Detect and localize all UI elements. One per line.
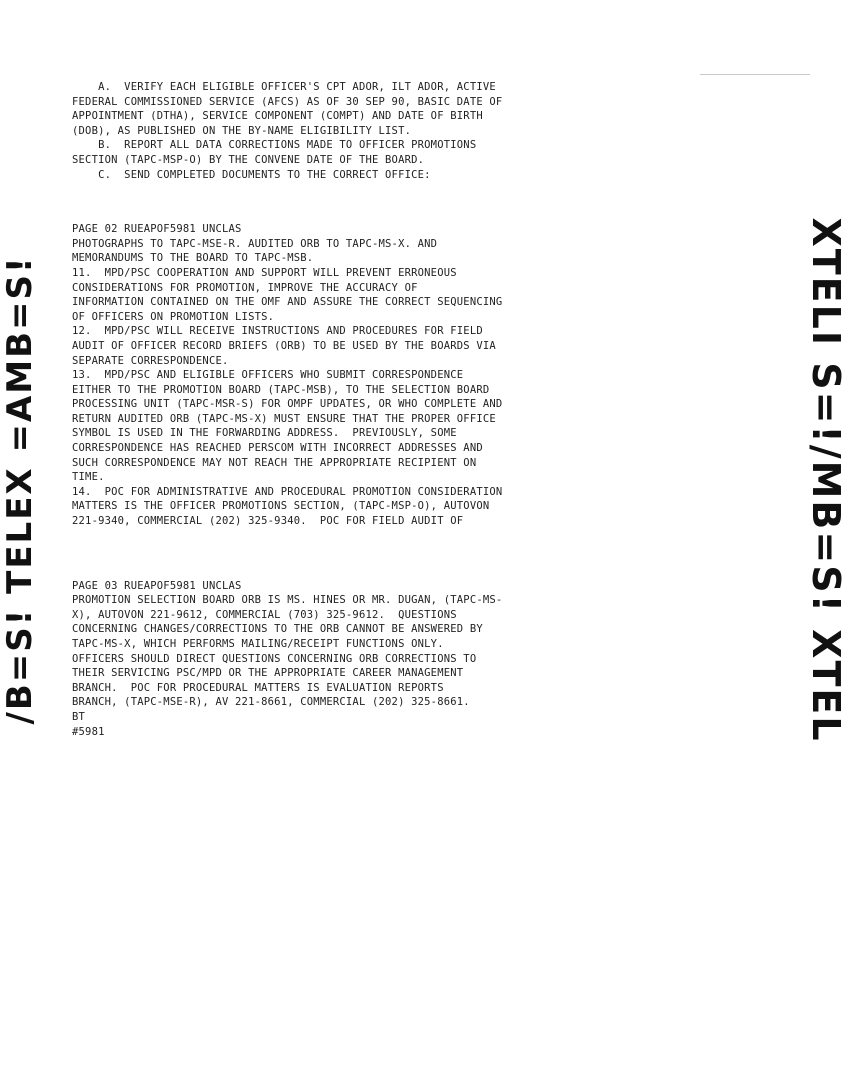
section-page-02 [72,222,662,528]
text-line: RETURN AUDITED ORB (TAPC-MS-X) MUST ENSURE THAT THE PROPER OFFICE [72,412,496,425]
text-line: AUDIT OF OFFICER RECORD BRIEFS (ORB) TO BE USED BY THE BOARDS VIA [72,339,496,352]
text-line: TAPC-MS-X, WHICH PERFORMS MAILING/RECEIPT FUNCTIONS ONLY. [72,638,444,650]
text-line: 11. MPD/PSC COOPERATION AND SUPPORT WILL PREVENT ERRONEOUS [72,266,457,279]
text-line: 12. MPD/PSC WILL RECEIVE INSTRUCTIONS AND PROCEDURES FOR FIELD [72,325,483,338]
left-banner-text: /B=S! TELEX =AMB=S! [0,255,40,725]
text-line: CONSIDERATIONS FOR PROMOTION, IMPROVE THE ACCURACY OF [72,281,418,294]
text-line: BT [72,710,86,723]
text-line: 221-9340, COMMERCIAL (202) 325-9340. POC FOR FIELD AUDIT OF [72,515,464,528]
right-banner-text: XTELI S=!/MB=S! XTEL [804,217,848,743]
text-line: SEPARATE CORRESPONDENCE. [72,354,229,367]
section-spacer [72,182,662,222]
text-line: APPOINTMENT (DTHA), SERVICE COMPONENT (COMPT) AND DATE OF BIRTH [72,110,483,123]
top-right-hairline [700,74,810,75]
text-line: MEMORANDUMS TO THE BOARD TO TAPC-MSB. [72,252,314,265]
left-telex-banner [0,80,40,900]
text-line: X), AUTOVON 221-9612, COMMERCIAL (703) 325-9612. QUESTIONS [72,608,457,621]
text-line: SUCH CORRESPONDENCE MAY NOT REACH THE APPROPRIATE RECIPIENT ON [72,456,477,469]
text-line: #5981 [72,725,105,738]
text-line: PAGE 03 RUEAPOF5981 UNCLAS [72,579,242,592]
section-spacer [72,529,662,579]
text-line: OFFICERS SHOULD DIRECT QUESTIONS CONCERNING ORB CORRECTIONS TO [72,652,477,665]
message-body [72,80,662,739]
text-line: (DOB), AS PUBLISHED ON THE BY-NAME ELIGIBILITY LIST. [72,124,412,137]
text-line: 13. MPD/PSC AND ELIGIBLE OFFICERS WHO SUBMIT CORRESPONDENCE [72,369,464,382]
text-line: INFORMATION CONTAINED ON THE OMF AND ASSURE THE CORRECT SEQUENCING [72,296,503,309]
text-line: A. VERIFY EACH ELIGIBLE OFFICER'S CPT ADOR, ILT ADOR, ACTIVE [72,81,496,93]
text-line: PROCESSING UNIT (TAPC-MSR-S) FOR OMPF UPDATES, OR WHO COMPLETE AND [72,398,503,411]
text-line: 14. POC FOR ADMINISTRATIVE AND PROCEDURAL PROMOTION CONSIDERATION [72,485,503,498]
section-verify-items [72,80,662,182]
text-line: PHOTOGRAPHS TO TAPC-MSE-R. AUDITED ORB TO TAPC-MS-X. AND [72,237,438,250]
section-page-03 [72,579,662,740]
text-line: C. SEND COMPLETED DOCUMENTS TO THE CORRECT OFFICE: [72,168,431,181]
text-line: FEDERAL COMMISSIONED SERVICE (AFCS) AS OF 30 SEP 90, BASIC DATE OF [72,95,503,108]
right-telex-banner [802,70,850,890]
text-line: MATTERS IS THE OFFICER PROMOTIONS SECTION, (TAPC-MSP-O), AUTOVON [72,500,490,513]
text-line: B. REPORT ALL DATA CORRECTIONS MADE TO OFFICER PROMOTIONS [72,139,477,152]
text-line: CONCERNING CHANGES/CORRECTIONS TO THE ORB CANNOT BE ANSWERED BY [72,623,483,636]
text-line: BRANCH. POC FOR PROCEDURAL MATTERS IS EVALUATION REPORTS [72,681,444,694]
text-line: OF OFFICERS ON PROMOTION LISTS. [72,310,275,323]
text-line: CORRESPONDENCE HAS REACHED PERSCOM WITH INCORRECT ADDRESSES AND [72,442,483,455]
text-line: SECTION (TAPC-MSP-O) BY THE CONVENE DATE OF THE BOARD. [72,153,425,166]
text-line: PAGE 02 RUEAPOF5981 UNCLAS [72,223,242,236]
text-line: EITHER TO THE PROMOTION BOARD (TAPC-MSB), TO THE SELECTION BOARD [72,383,490,396]
text-line: BRANCH, (TAPC-MSE-R), AV 221-8661, COMMERCIAL (202) 325-8661. [72,696,470,709]
text-line: PROMOTION SELECTION BOARD ORB IS MS. HINES OR MR. DUGAN, (TAPC-MS- [72,594,503,607]
text-line: SYMBOL IS USED IN THE FORWARDING ADDRESS. PREVIOUSLY, SOME [72,427,457,440]
text-line: THEIR SERVICING PSC/MPD OR THE APPROPRIATE CAREER MANAGEMENT [72,667,464,680]
text-line: TIME. [72,471,105,484]
